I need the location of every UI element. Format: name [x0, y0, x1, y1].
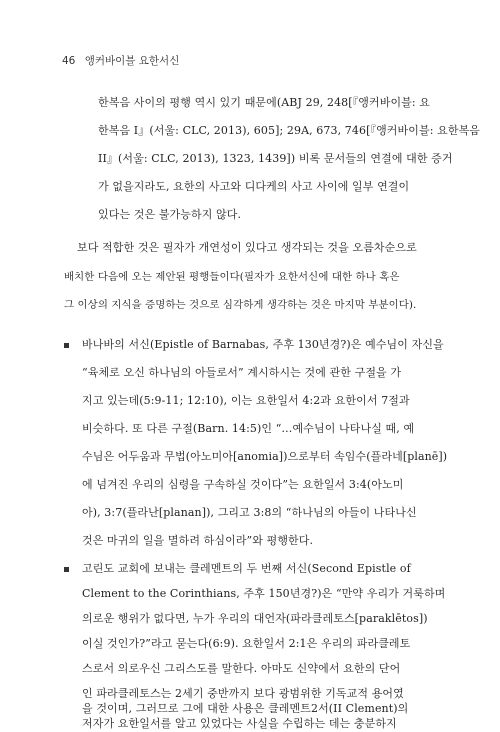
text-line: 한복음 사이의 평행 역시 있기 때문에(ABJ 29, 248[『앵커바이블: 요	[98, 96, 431, 109]
text-line: 바나바의 서신(Epistle of Barnabas, 주후 130년경?)은 예수님이 자신을	[82, 338, 444, 351]
text-line: “육체로 오신 하나님의 아들로서” 계시하시는 것에 관한 구절을 가	[82, 366, 402, 379]
text-line: 그 이상의 지식을 증명하는 것으로 심각하게 생각하는 것은 마지막 부분이다).	[64, 299, 417, 311]
text-line: 저자가 요한일서를 알고 있었다는 사실을 수립하는 데는 충분하지	[82, 717, 397, 730]
text-line: Clement to the Corinthians, 주후 150년경?)은 “만약 우리가 거룩하며	[82, 587, 446, 600]
text-line: 의로운 행위가 없다면, 누가 우리의 대언자(파라클레토스[paraklētos])	[82, 612, 428, 625]
text-line: 비슷하다. 또 다른 구절(Barn. 14:5)인 “…예수님이 나타나실 때, 예	[82, 422, 415, 435]
text-line: 것은 마귀의 일을 멸하려 하심이라”와 평행한다.	[82, 534, 314, 547]
text-line: 있다는 것은 불가능하지 않다.	[98, 208, 242, 221]
text-line: 인 파라클레토스는 2세기 중반까지 보다 광범위한 기독교적 용어였	[82, 687, 404, 700]
text-line: 이실 것인가?”라고 묻는다(6:9). 요한일서 2:1은 우리의 파라클레토	[82, 637, 411, 650]
text-line: 스로서 의로우신 그리스도를 말한다. 아마도 신약에서 요한의 단어	[82, 662, 401, 675]
text-line: 에 넘겨진 우리의 심령을 구속하실 것이다”는 요한일서 3:4(아노미	[82, 478, 404, 491]
running-title: 앵커바이블 요한서신	[84, 55, 180, 67]
text-line: 배치한 다음에 오는 제안된 평행들이다(필자가 요한서신에 대한 하나 혹은	[64, 271, 400, 283]
text-line: II』(서울: CLC, 2013), 1323, 1439]) 비록 문서들의 연결에 대한 증거	[98, 152, 453, 165]
bullet-square-icon	[64, 567, 69, 572]
text-line: 고린도 교회에 보내는 클레멘트의 두 번째 서신(Second Epistle of	[82, 562, 411, 575]
text-line: 지고 있는데(5:9-11; 12:10), 이는 요한일서 4:2과 요한이서 7절과	[82, 394, 410, 407]
running-header	[62, 53, 179, 68]
bullet-square-icon	[64, 343, 69, 348]
text-line: 보다 적합한 것은 필자가 개연성이 있다고 생각되는 것을 오름차순으로	[77, 241, 417, 254]
text-line: 가 없을지라도, 요한의 사고와 디다케의 사고 사이에 일부 연결이	[98, 180, 410, 193]
page-number: 46	[62, 55, 76, 67]
text-line: 을 것이며, 그러므로 그에 대한 사용은 클레멘트2서(II Clement)의	[82, 702, 409, 715]
text-line: 수님은 어두움과 무법(아노미아[anomia])으로부터 속임수(플라네[planē])	[82, 450, 448, 463]
text-line: 아), 3:7(플라난[planan]), 그리고 3:8의 “하나님의 아들이 나타나신	[82, 506, 417, 519]
text-line: 한복음 I』(서울: CLC, 2013), 605]; 29A, 673, 746[『앵커바이블: 요한복음	[98, 124, 481, 137]
